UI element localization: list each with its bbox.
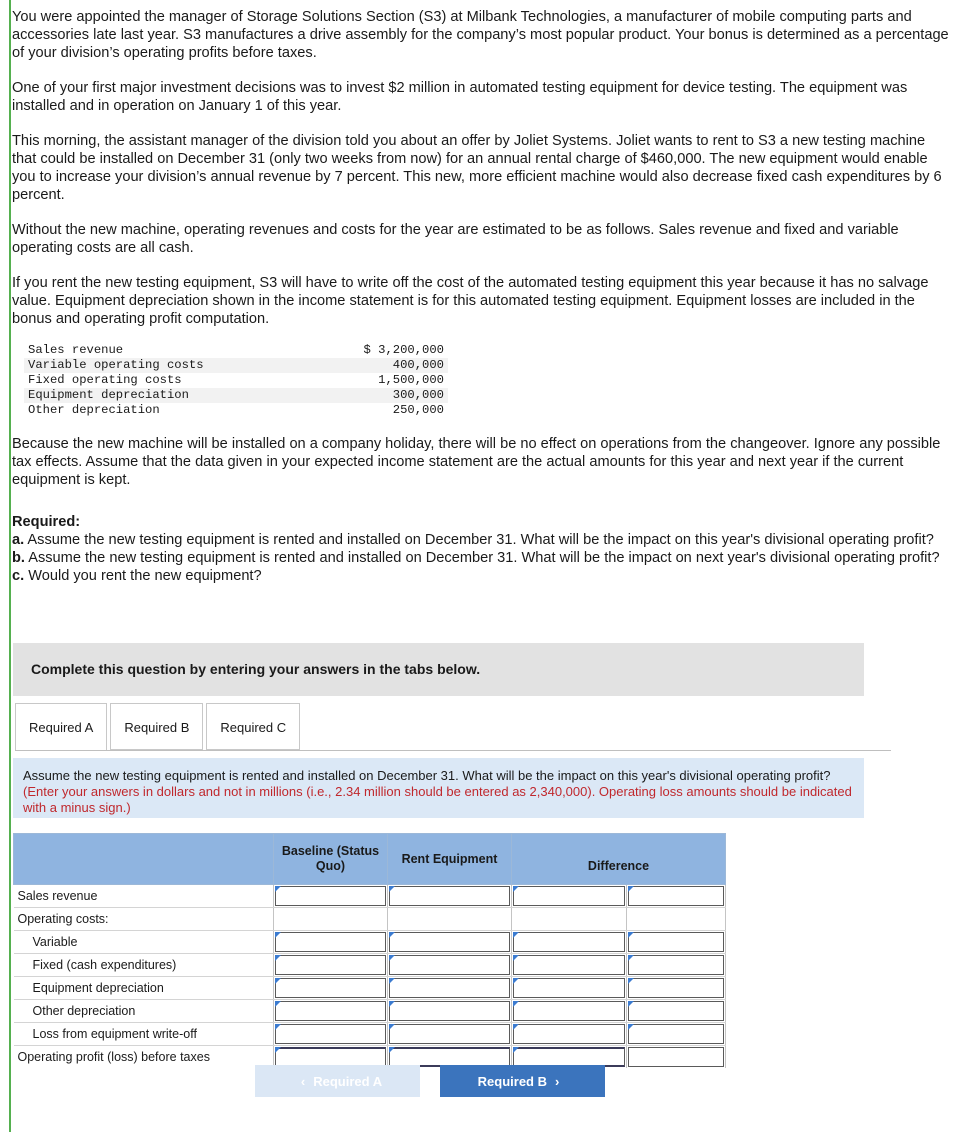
row-label-operating-profit: Operating profit (loss) before taxes bbox=[14, 1046, 274, 1069]
input-cell bbox=[274, 1023, 388, 1046]
input-cell bbox=[388, 1000, 512, 1023]
baseline-other-dep-input[interactable] bbox=[275, 1001, 386, 1021]
table-row bbox=[24, 403, 448, 418]
cell-marker-icon bbox=[275, 1001, 281, 1007]
row-label-other-depreciation: Other depreciation bbox=[14, 1000, 274, 1023]
baseline-equip-dep-input[interactable] bbox=[275, 978, 386, 998]
table-row bbox=[14, 1000, 726, 1023]
input-cell bbox=[388, 977, 512, 1000]
row-label: Other depreciation bbox=[28, 403, 160, 417]
empty-cell bbox=[512, 908, 726, 931]
table-row bbox=[14, 954, 726, 977]
baseline-loss-input[interactable] bbox=[275, 1024, 386, 1044]
row-label: Variable operating costs bbox=[24, 358, 280, 373]
chevron-left-icon: ‹ bbox=[300, 1074, 306, 1089]
row-value: 400,000 bbox=[280, 358, 448, 373]
row-label: Equipment depreciation bbox=[24, 388, 280, 403]
row-value: 300,000 bbox=[280, 388, 448, 403]
table-row bbox=[14, 908, 726, 931]
paragraph: You were appointed the manager of Storage Solutions Section (S3) at Milbank Technologies, a manufacturer of mobile computing parts and accessories late last year. S3 manufactures a drive assembly for the company’s most popular product. Your bonus is determined as a percentage of your division’s operating profits before taxes. bbox=[12, 9, 949, 61]
cell-marker-icon bbox=[628, 1001, 634, 1007]
header-difference: Difference bbox=[512, 834, 726, 885]
table-row bbox=[24, 343, 448, 358]
baseline-variable-input[interactable] bbox=[275, 932, 386, 952]
required-key: c. bbox=[12, 568, 25, 584]
row-value: $ 3,200,000 bbox=[363, 343, 444, 357]
cell-marker-icon bbox=[275, 1047, 281, 1053]
required-text: Would you rent the new equipment? bbox=[24, 568, 262, 584]
row-label-sales-revenue: Sales revenue bbox=[14, 885, 274, 908]
cell-marker-icon bbox=[275, 932, 281, 938]
cell-marker-icon bbox=[513, 932, 519, 938]
cell-marker-icon bbox=[275, 955, 281, 961]
paragraph: If you rent the new testing equipment, S3 will have to write off the cost of the automated testing equipment this year because it has no salvage value. Equipment depreciation shown in the income statement is for this automated testing equipment. Equipment losses are included in the bonus and operating profit computation. bbox=[12, 275, 929, 327]
rent-sales-input[interactable] bbox=[389, 886, 510, 906]
table-row bbox=[14, 977, 726, 1000]
diff-other-dep-sign-input[interactable] bbox=[513, 1001, 625, 1021]
baseline-fixed-input[interactable] bbox=[275, 955, 386, 975]
cell-marker-icon bbox=[389, 955, 395, 961]
prev-tab-label: Required A bbox=[313, 1074, 383, 1089]
cell-marker-icon bbox=[513, 1024, 519, 1030]
tab-bar bbox=[15, 703, 303, 751]
diff-fixed-sign-input[interactable] bbox=[513, 955, 625, 975]
required-text: Assume the new testing equipment is rented and installed on December 31. What will be the impact on next year's divisional operating profit? bbox=[24, 550, 940, 566]
input-cell bbox=[274, 1000, 388, 1023]
cell-marker-icon bbox=[389, 978, 395, 984]
cell-marker-icon bbox=[513, 978, 519, 984]
cell-marker-icon bbox=[513, 1047, 519, 1053]
tab-required-c[interactable]: Required C bbox=[206, 703, 300, 750]
next-tab-label: Required B bbox=[477, 1074, 547, 1089]
table-row bbox=[14, 885, 726, 908]
required-item bbox=[12, 549, 952, 567]
row-label: Fixed operating costs bbox=[28, 373, 182, 387]
diff-equip-dep-input[interactable] bbox=[628, 978, 724, 998]
cell-marker-icon bbox=[275, 978, 281, 984]
diff-loss-input[interactable] bbox=[628, 1024, 724, 1044]
cell-marker-icon bbox=[275, 1024, 281, 1030]
instruction-note: (Enter your answers in dollars and not in millions (i.e., 2.34 million should be entered as 2,340,000). Operating loss amounts should be indicated with a minus sign.) bbox=[23, 784, 852, 815]
diff-loss-sign-input[interactable] bbox=[513, 1024, 625, 1044]
cell-marker-icon bbox=[389, 886, 395, 892]
paragraph: This morning, the assistant manager of the division told you about an offer by Joliet Systems. Joliet wants to rent to S3 a new testing machine that could be installed on December 31 (only two weeks from now) for an annual rental charge of $460,000. The new equipment would enable you to increase your division’s annual revenue by 7 percent. This new, more efficient machine would also decrease fixed cash expenditures by 6 percent. bbox=[12, 133, 942, 203]
input-cell bbox=[388, 954, 512, 977]
problem-text bbox=[12, 8, 952, 585]
rent-other-dep-input[interactable] bbox=[389, 1001, 510, 1021]
cell-marker-icon bbox=[389, 932, 395, 938]
header-rent-equipment: Rent Equipment bbox=[388, 834, 512, 885]
diff-variable-sign-input[interactable] bbox=[513, 932, 625, 952]
cell-marker-icon bbox=[513, 955, 519, 961]
cell-marker-icon bbox=[628, 886, 634, 892]
rent-equip-dep-input[interactable] bbox=[389, 978, 510, 998]
table-row bbox=[14, 931, 726, 954]
required-item bbox=[12, 531, 952, 549]
instruction-text: Assume the new testing equipment is rented and installed on December 31. What will be the impact on this year's divisional operating profit? bbox=[23, 768, 831, 783]
prev-tab-button[interactable] bbox=[255, 1065, 420, 1097]
empty-cell bbox=[274, 908, 388, 931]
table-row bbox=[14, 1023, 726, 1046]
input-cell bbox=[512, 885, 726, 908]
tab-required-b[interactable]: Required B bbox=[110, 703, 203, 750]
row-label: Sales revenue bbox=[28, 343, 124, 357]
input-cell bbox=[512, 1000, 726, 1023]
instruction-banner: Complete this question by entering your answers in the tabs below. bbox=[13, 643, 864, 696]
answer-table bbox=[13, 833, 726, 1068]
cell-marker-icon bbox=[275, 886, 281, 892]
input-cell bbox=[388, 885, 512, 908]
left-accent-rule bbox=[9, 0, 11, 1132]
rent-variable-input[interactable] bbox=[389, 932, 510, 952]
header-baseline: Baseline (Status Quo) bbox=[274, 834, 388, 885]
empty-cell bbox=[388, 908, 512, 931]
required-key: b. bbox=[12, 550, 25, 566]
diff-sales-input[interactable] bbox=[628, 886, 724, 906]
input-cell bbox=[274, 931, 388, 954]
input-cell bbox=[388, 1023, 512, 1046]
cell-marker-icon bbox=[389, 1001, 395, 1007]
next-tab-button[interactable] bbox=[440, 1065, 605, 1097]
chevron-right-icon: › bbox=[555, 1074, 560, 1089]
input-cell bbox=[274, 885, 388, 908]
tab-divider bbox=[15, 750, 891, 751]
row-label-variable: Variable bbox=[14, 931, 274, 954]
cell-marker-icon bbox=[628, 932, 634, 938]
question-instructions bbox=[13, 758, 864, 818]
rent-profit-input[interactable] bbox=[389, 1047, 510, 1067]
table-row bbox=[24, 388, 448, 403]
row-label-operating-costs: Operating costs: bbox=[14, 908, 274, 931]
cell-marker-icon bbox=[628, 955, 634, 961]
rent-loss-input[interactable] bbox=[389, 1024, 510, 1044]
paragraph: Without the new machine, operating revenues and costs for the year are estimated to be as follows. Sales revenue and fixed and variable operating costs are all cash. bbox=[12, 222, 899, 256]
required-title: Required: bbox=[12, 514, 81, 530]
input-cell bbox=[512, 931, 726, 954]
required-text: Assume the new testing equipment is rented and installed on December 31. What will be the impact on this year's divisional operating profit? bbox=[24, 532, 934, 548]
row-value: 1,500,000 bbox=[378, 373, 444, 387]
diff-fixed-input[interactable] bbox=[628, 955, 724, 975]
input-cell bbox=[512, 954, 726, 977]
baseline-profit-input[interactable] bbox=[275, 1047, 386, 1067]
row-value: 250,000 bbox=[392, 403, 444, 417]
cell-marker-icon bbox=[628, 1024, 634, 1030]
rent-fixed-input[interactable] bbox=[389, 955, 510, 975]
answer-header-row bbox=[14, 834, 726, 885]
required-key: a. bbox=[12, 532, 25, 548]
cell-marker-icon bbox=[513, 1001, 519, 1007]
diff-sales-sign-input[interactable] bbox=[513, 886, 625, 906]
table-row bbox=[24, 373, 448, 388]
input-cell bbox=[274, 954, 388, 977]
diff-other-dep-input[interactable] bbox=[628, 1001, 724, 1021]
input-cell bbox=[388, 931, 512, 954]
income-data-table bbox=[24, 343, 448, 418]
diff-profit-input[interactable] bbox=[628, 1047, 724, 1067]
paragraph: Because the new machine will be installed on a company holiday, there will be no effect on operations from the changeover. Ignore any possible tax effects. Assume that the data given in your expected income statement are the actual amounts for this year and next year if the current equipment is kept. bbox=[12, 436, 941, 488]
tab-required-a[interactable]: Required A bbox=[15, 703, 107, 751]
input-cell bbox=[512, 1023, 726, 1046]
diff-equip-dep-sign-input[interactable] bbox=[513, 978, 625, 998]
diff-profit-sign-input[interactable] bbox=[513, 1047, 625, 1067]
header-blank bbox=[14, 834, 274, 885]
row-label-equipment-depreciation: Equipment depreciation bbox=[14, 977, 274, 1000]
paragraph: One of your first major investment decisions was to invest $2 million in automated testing equipment for device testing. The equipment was installed and in operation on January 1 of this year. bbox=[12, 80, 908, 114]
table-row bbox=[24, 358, 448, 373]
required-item bbox=[12, 567, 952, 585]
input-cell bbox=[512, 977, 726, 1000]
cell-marker-icon bbox=[389, 1024, 395, 1030]
input-cell bbox=[274, 977, 388, 1000]
diff-variable-input[interactable] bbox=[628, 932, 724, 952]
cell-marker-icon bbox=[389, 1047, 395, 1053]
row-label-fixed: Fixed (cash expenditures) bbox=[14, 954, 274, 977]
baseline-sales-input[interactable] bbox=[275, 886, 386, 906]
row-label-loss-write-off: Loss from equipment write-off bbox=[14, 1023, 274, 1046]
cell-marker-icon bbox=[513, 886, 519, 892]
cell-marker-icon bbox=[628, 978, 634, 984]
